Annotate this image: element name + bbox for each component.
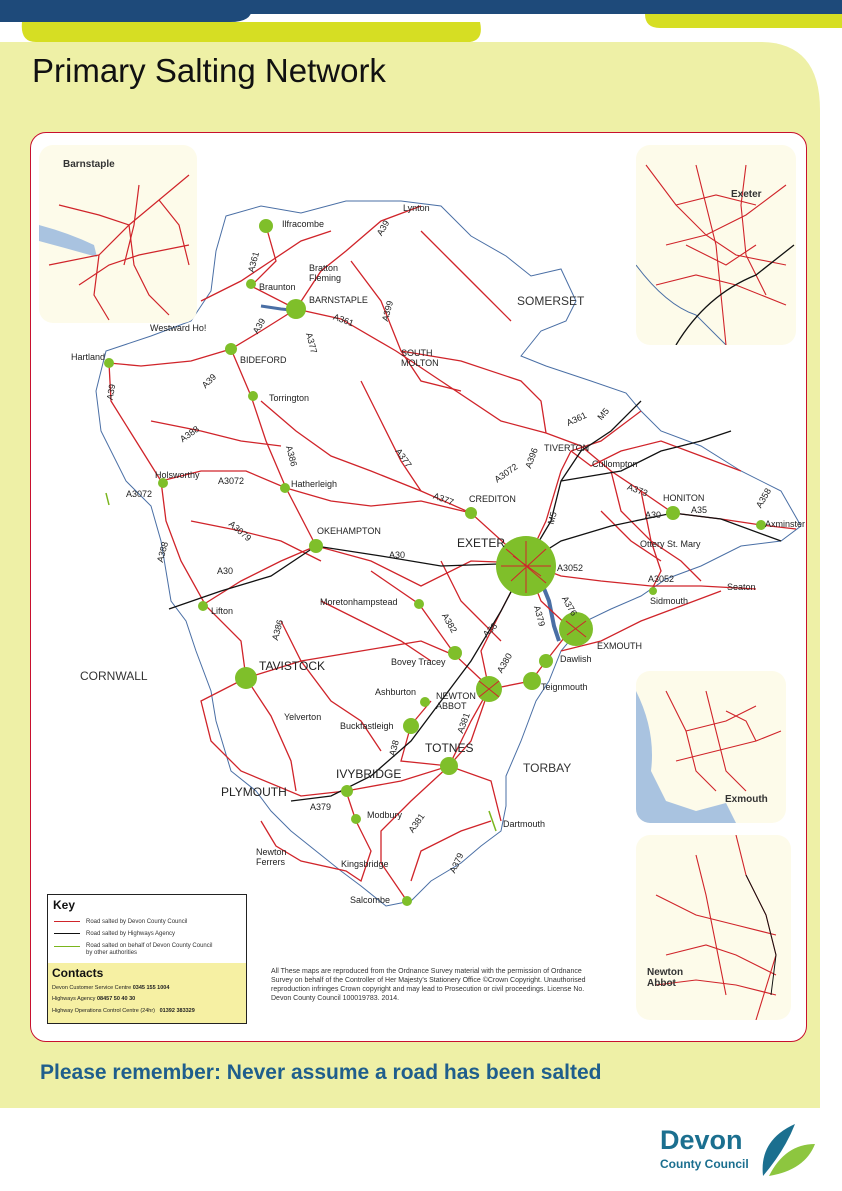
road-label-a381-s: A381 — [406, 811, 427, 835]
town-label-bovey: Bovey Tracey — [391, 657, 446, 667]
road-label-a35: A35 — [691, 505, 708, 515]
town-label-plymouth: PLYMOUTH — [221, 785, 287, 799]
road-label-a39-north: A39 — [374, 218, 392, 238]
road-label-a396: A396 — [523, 446, 540, 470]
key-swatch-black — [54, 933, 80, 934]
town-label-barnstaple: BARNSTAPLE — [309, 295, 368, 305]
town-label-south-molton: SOUTH MOLTON — [401, 348, 439, 368]
town-label-salcombe: Salcombe — [350, 895, 391, 905]
town-label-totnes: TOTNES — [425, 741, 474, 755]
page-title: Primary Salting Network — [32, 52, 386, 89]
region-label-torbay: TORBAY — [523, 761, 572, 775]
town-label-teignmouth: Teignmouth — [541, 682, 588, 692]
region-label-somerset: SOMERSET — [517, 294, 585, 308]
inset-title-exmouth: Exmouth — [725, 794, 768, 805]
road-label-m5-south: M5 — [545, 510, 559, 526]
road-label-a3072-c: A3072 — [492, 461, 520, 485]
town-label-ottery: Ottery St. Mary — [640, 539, 701, 549]
town-label-tiverton: TIVERTON — [544, 443, 590, 453]
town-label-cullompton: Cullompton — [592, 459, 638, 469]
inset-barnstaple — [39, 145, 197, 323]
town-label-westward-ho: Westward Ho! — [150, 323, 207, 333]
town-label-newton-ferrers: Newton Ferrers — [256, 847, 287, 867]
inset-exmouth — [636, 671, 786, 823]
town-label-buckfastleigh: Buckfastleigh — [340, 721, 394, 731]
contact-label: Highway Operations Control Centre (24hr) — [52, 1008, 156, 1014]
road-label-a379: A379 — [531, 604, 548, 628]
town-label-modbury: Modbury — [367, 810, 403, 820]
town-label-tavistock: TAVISTOCK — [259, 659, 326, 673]
town-label-braunton: Braunton — [259, 282, 296, 292]
road-label-a3052-b: A3052 — [648, 574, 675, 584]
region-label-cornwall: CORNWALL — [80, 669, 148, 683]
road-label-a30-w: A30 — [217, 566, 234, 576]
road-label-m5: M5 — [595, 405, 612, 423]
road-label-a38-s: A38 — [387, 738, 401, 758]
contact-label: Highways Agency — [52, 996, 96, 1002]
contact-row — [52, 996, 135, 1002]
town-label-crediton: CREDITON — [469, 494, 516, 504]
road-label-a30-east: A30 — [645, 510, 662, 520]
road-label-a361-e: A361 — [564, 410, 589, 428]
inset-newton-abbot — [636, 835, 791, 1020]
contact-label: Devon Customer Service Centre — [52, 985, 132, 991]
key-item-dcc — [54, 919, 244, 926]
road-label-a358: A358 — [753, 486, 774, 510]
road-label-a361-north: A361 — [245, 250, 262, 274]
copyright-notice: All These maps are reproduced from the Ordnance Survey material with the permission of Ordnance Survey on behalf of the Controller of Her Majesty's Stationery Office ©Crown Copyright. Unauthorised reproduction infringes Crown copyright and may lead to Prosecution or civil proceedings. License No. Devon County Council 100019783. 2014. — [271, 968, 586, 1002]
key-title: Key — [53, 898, 76, 912]
inset-title-exeter: Exeter — [731, 189, 762, 200]
road-label-a388: A388 — [178, 423, 201, 445]
town-label-okehampton: OKEHAMPTON — [317, 526, 381, 536]
town-label-dawlish: Dawlish — [560, 654, 592, 664]
reminder-banner: Please remember: Never assume a road has been salted — [40, 1061, 602, 1084]
town-label-ivybridge: IVYBRIDGE — [336, 767, 402, 781]
town-label-honiton: HONITON — [663, 493, 705, 503]
town-label-hatherleigh: Hatherleigh — [291, 479, 338, 489]
town-label-exmouth: EXMOUTH — [597, 641, 642, 651]
town-label-hartland: Hartland — [71, 352, 106, 362]
town-label-seaton: Seaton — [727, 582, 756, 592]
town-label-sidmouth: Sidmouth — [650, 596, 689, 606]
town-label-axminster: Axminster — [765, 519, 806, 529]
road-label-a38: A38 — [480, 620, 500, 640]
logo-subtitle: County Council — [660, 1157, 749, 1171]
road-label-a376: A376 — [559, 594, 580, 618]
town-label-exeter: EXETER — [457, 536, 506, 550]
key-swatch-red — [54, 921, 80, 922]
road-label-a386-s: A386 — [269, 618, 286, 642]
town-label-bratton: Bratton Fleming — [309, 263, 342, 283]
road-label-a386: A386 — [283, 444, 300, 468]
contact-number[interactable]: 08457 50 40 30 — [96, 996, 136, 1002]
inset-title-barnstaple: Barnstaple — [63, 159, 115, 170]
town-label-moretonhampstead: Moretonhampstead — [320, 597, 398, 607]
road-label-a3072: A3072 — [218, 476, 245, 486]
road-label-a399: A399 — [379, 299, 396, 323]
inset-exeter — [636, 145, 796, 345]
road-label-a39-b: A39 — [250, 316, 268, 336]
key-swatch-green — [54, 946, 80, 947]
road-label-a30-m: A30 — [389, 550, 406, 560]
logo-name: Devon — [660, 1125, 743, 1155]
key-item-highways — [54, 931, 244, 938]
road-label-a39-h: A39 — [199, 371, 219, 391]
road-label-a382: A382 — [439, 611, 460, 635]
road-label-a361-b: A361 — [331, 311, 356, 329]
town-label-ilfracombe: Ilfracombe — [282, 219, 325, 229]
inset-title-newton-abbot: Newton Abbot — [647, 967, 684, 989]
town-label-bideford: BIDEFORD — [240, 355, 287, 365]
road-label-a3079: A3079 — [226, 518, 254, 544]
town-label-holsworthy: Holsworthy — [155, 470, 200, 480]
key-item-other — [54, 943, 244, 957]
road-label-a3072-w: A3072 — [126, 489, 153, 499]
contact-number[interactable]: 01392 383329 — [159, 1008, 195, 1014]
town-label-lifton: Lifton — [211, 606, 234, 616]
road-label-a39-w: A39 — [104, 383, 118, 401]
road-label-a377: A377 — [303, 331, 320, 355]
map-key — [47, 894, 247, 1024]
key-item-label: Road salted by Devon County Council — [86, 919, 188, 925]
town-label-yelverton: Yelverton — [284, 712, 322, 722]
contacts-box — [48, 963, 246, 1023]
contact-row — [52, 1008, 195, 1014]
town-label-torrington: Torrington — [269, 393, 310, 403]
town-label-kingsbridge: Kingsbridge — [341, 859, 389, 869]
road-label-a3052: A3052 — [557, 563, 584, 573]
leaf-logo-icon — [755, 1120, 817, 1180]
contact-row — [52, 985, 169, 991]
town-label-ashburton: Ashburton — [375, 687, 417, 697]
road-label-a381: A381 — [455, 711, 472, 735]
contact-number[interactable]: 0345 155 1004 — [132, 985, 170, 991]
contacts-title: Contacts — [52, 966, 104, 980]
road-label-a379-se: A379 — [447, 851, 466, 875]
road-label-a373: A373 — [625, 481, 650, 499]
town-label-dartmouth: Dartmouth — [503, 819, 546, 829]
town-label-newton-abbot: NEWTON ABBOT — [436, 691, 476, 711]
road-label-a377-c: A377 — [431, 490, 456, 508]
road-label-a377-b: A377 — [393, 446, 414, 470]
road-label-a379-s: A379 — [310, 802, 332, 812]
key-item-label: Road salted on behalf of Devon County Council by other authorities — [86, 943, 213, 956]
town-label-lynton: Lynton — [403, 203, 430, 213]
road-label-a380: A380 — [494, 651, 515, 675]
road-label-a388-s: A388 — [154, 540, 171, 564]
key-item-label: Road salted by Highways Agency — [86, 931, 176, 937]
map-panel — [30, 132, 807, 1042]
